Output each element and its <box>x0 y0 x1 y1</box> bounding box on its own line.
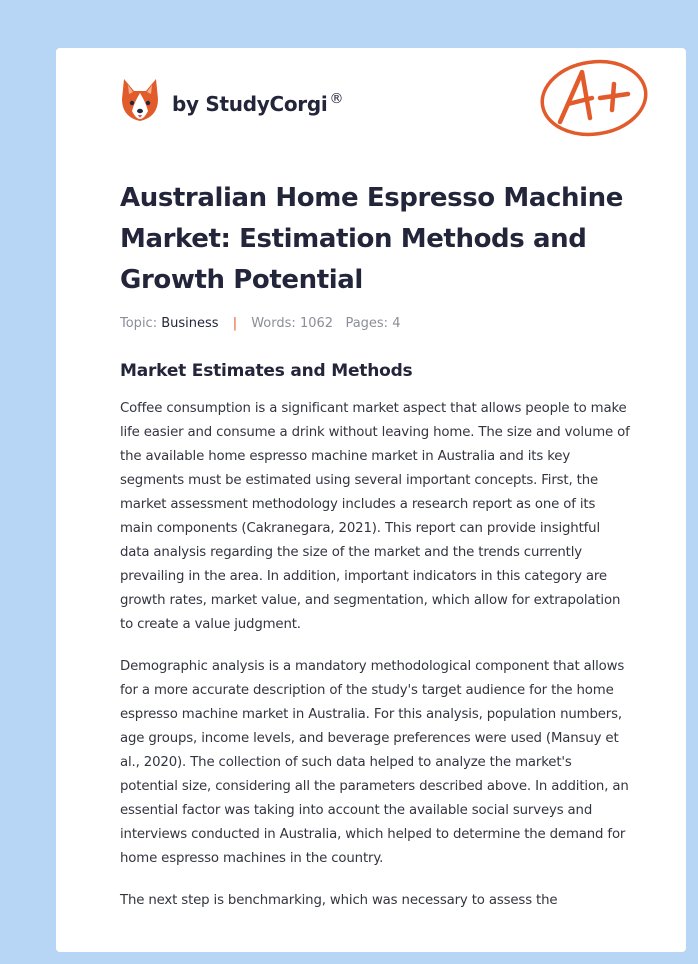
brand-name: by StudyCorgi ® <box>172 90 344 116</box>
paragraph-1: Coffee consumption is a significant market aspect that allows people to make life easier and consume a drink without leaving home. The size and volume of the available home espresso machine market in Australia and its key segments must be estimated using several important concepts. First, the market assessment methodology includes a research report as one of its main components (Cakranegara, 2021). This report can provide insightful data analysis regarding the size of the market and the trends currently prevailing in the area. In addition, important indicators in this category are growth rates, market value, and segmentation, which allow for extrapolation to create a value judgment. <box>120 401 630 632</box>
words-count: 1062 <box>299 316 334 331</box>
topic-link[interactable]: Business <box>161 316 219 331</box>
document-page <box>56 48 686 952</box>
article-title: Australian Home Espresso Machine Market: Estimation Methods and Growth Potential <box>120 183 623 295</box>
corgi-logo-icon <box>120 77 160 123</box>
section-heading: Market Estimates and Methods <box>120 361 413 381</box>
grade-badge-icon <box>538 58 650 140</box>
article-content <box>120 178 630 913</box>
pages-count: 4 <box>392 316 401 331</box>
paragraph-3: The next step is benchmarking, which was necessary to assess the <box>120 893 558 908</box>
brand-header[interactable] <box>120 76 343 124</box>
article-meta <box>120 315 630 333</box>
paragraph-2: Demographic analysis is a mandatory methodological component that allows for a more accurate description of the study's target audience for the home espresso machine market in Australia. For this analysis, population numbers, age groups, income levels, and beverage preferences were used (Mansuy et al., 2020). The collection of such data helped to analyze the market's potential size, considering all the parameters described above. In addition, an essential factor was taking into account the available social surveys and interviews conducted in Australia, which helped to determine the demand for home espresso machines in the country. <box>120 659 629 866</box>
meta-separator: | <box>232 316 238 331</box>
pages-label: Pages: <box>345 316 389 331</box>
words-label: Words: <box>251 316 296 331</box>
topic-label: Topic: <box>120 316 158 331</box>
registered-mark: ® <box>329 90 344 107</box>
